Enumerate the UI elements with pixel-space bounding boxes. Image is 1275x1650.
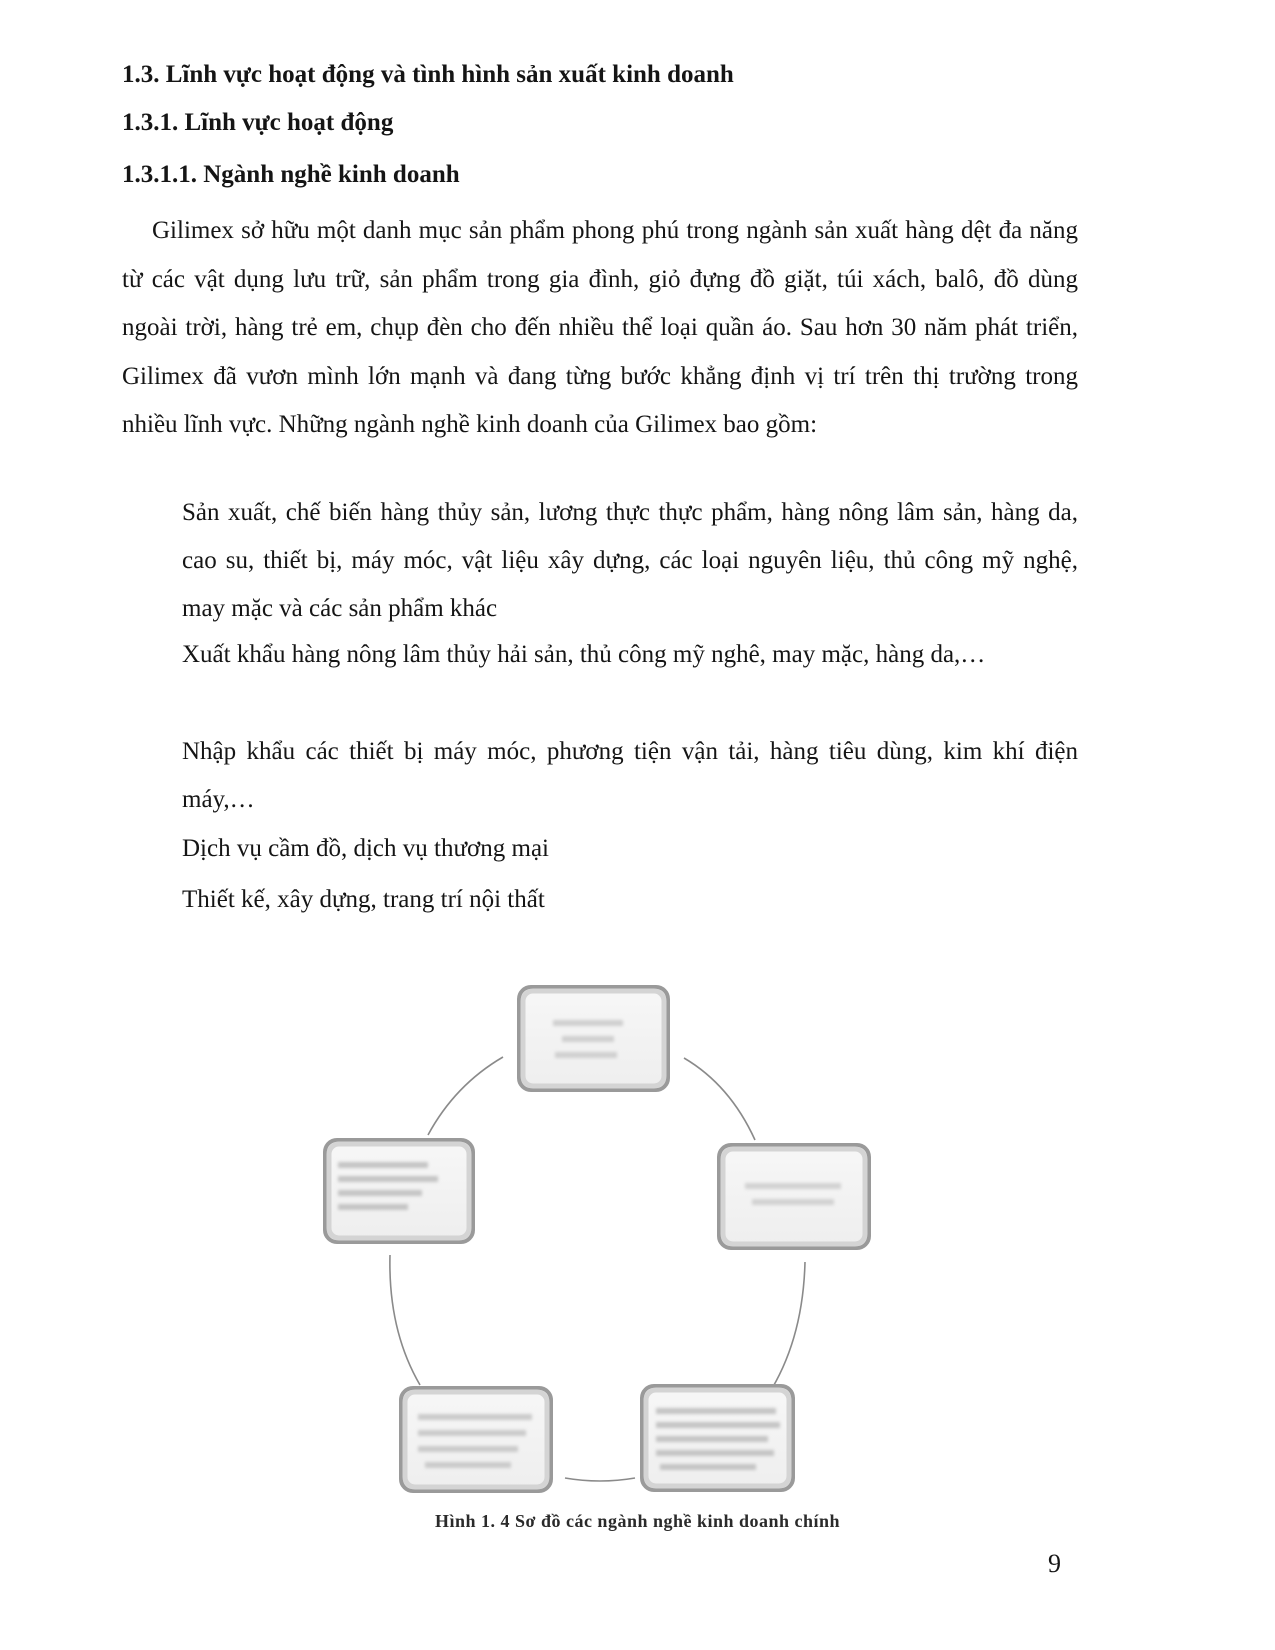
heading-section-1-3: 1.3. Lĩnh vực hoạt động và tình hình sản xuất kinh doanh — [122, 61, 734, 88]
diagram-connector-arc — [565, 1478, 635, 1481]
business-line-item: Nhập khẩu các thiết bị máy móc, phương tiện vận tải, hàng tiêu dùng, kim khí điện máy,… — [182, 738, 1078, 813]
diagram-node — [325, 1140, 473, 1242]
diagram-node — [642, 1386, 793, 1490]
diagram-node — [401, 1388, 551, 1491]
diagram-connector-arc — [768, 1262, 805, 1395]
heading-section-1-3-1: 1.3.1. Lĩnh vực hoạt động — [122, 109, 394, 136]
page-number: 9 — [1048, 1549, 1061, 1578]
intro-paragraph: Gilimex sở hữu một danh mục sản phẩm phong phú trong ngành sản xuất hàng dệt đa năng từ các vật dụng lưu trữ, sản phẩm trong gia đình, giỏ đựng đồ giặt, túi xách, balô, đồ dùng ngoài trời, hàng trẻ em, chụp đèn cho đến nhiều thể loại quần áo. Sau hơn 30 năm phát triển, Gilimex đã vươn mình lớn mạnh và đang từng bước khẳng định vị trí trên thị trường trong nhiều lĩnh vực. Những ngành nghề kinh doanh của Gilimex bao gồm: — [122, 217, 1078, 438]
heading-section-1-3-1-1: 1.3.1.1. Ngành nghề kinh doanh — [122, 161, 460, 188]
business-line-item: Xuất khẩu hàng nông lâm thủy hải sản, thủ công mỹ nghê, may mặc, hàng da,… — [182, 641, 986, 668]
figure-caption: Hình 1. 4 Sơ đồ các ngành nghề kinh doanh chính — [434, 1511, 841, 1531]
business-line-item: Thiết kế, xây dựng, trang trí nội thất — [182, 886, 545, 913]
business-line-item: Dịch vụ cầm đồ, dịch vụ thương mại — [182, 835, 549, 862]
diagram-connector-arc — [684, 1058, 755, 1140]
diagram-node — [719, 1145, 869, 1248]
diagram-connector-arc — [428, 1057, 503, 1135]
diagram-connector-arc — [390, 1255, 420, 1385]
business-line-item: Sản xuất, chế biến hàng thủy sản, lương thực thực phẩm, hàng nông lâm sản, hàng da, cao su, thiết bị, máy móc, vật liệu xây dựng, các loại nguyên liệu, thủ công mỹ nghệ, may mặc và các sản phẩm khác — [182, 499, 1078, 622]
diagram-node — [519, 987, 668, 1090]
